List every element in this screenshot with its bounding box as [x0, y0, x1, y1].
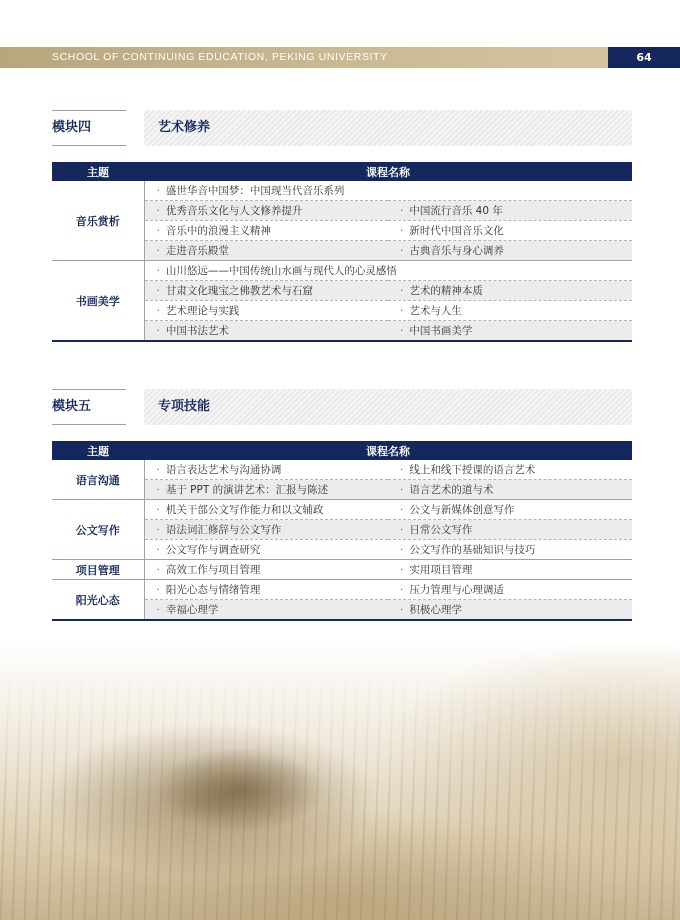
topic-cell: 书画美学	[52, 261, 144, 342]
course-table-module-four	[52, 162, 632, 342]
bullet-dot: ·	[400, 325, 404, 337]
course-cell	[388, 540, 632, 560]
table-row	[52, 500, 632, 520]
module-label: 模块五	[52, 389, 126, 425]
bullet-dot: ·	[400, 504, 404, 516]
course-name: 公文与新媒体创意写作	[409, 504, 515, 516]
course-cell	[144, 281, 388, 301]
course-name: 艺术与人生	[409, 305, 462, 317]
bullet-dot: ·	[156, 604, 160, 616]
course-cell	[144, 181, 632, 201]
bullet-dot: ·	[400, 285, 404, 297]
course-cell	[388, 520, 632, 540]
course-name: 新时代中国音乐文化	[409, 225, 504, 237]
course-cell	[144, 201, 388, 221]
header-topic: 主题	[52, 162, 144, 181]
course-cell	[144, 560, 388, 580]
course-cell	[144, 600, 388, 621]
course-cell	[144, 500, 388, 520]
course-cell	[144, 241, 388, 261]
course-cell	[144, 540, 388, 560]
course-cell	[388, 321, 632, 342]
course-cell	[388, 560, 632, 580]
course-name: 语法词汇修辞与公文写作	[165, 524, 282, 536]
table-row	[52, 261, 632, 281]
table-row	[52, 460, 632, 480]
bullet-dot: ·	[156, 325, 160, 337]
course-name: 中国流行音乐 40 年	[409, 205, 503, 217]
bullet-dot: ·	[156, 544, 160, 556]
course-name: 中国书法艺术	[165, 325, 229, 337]
school-name: SCHOOL OF CONTINUING EDUCATION, PEKING UNIVERSITY	[52, 51, 388, 63]
bullet-dot: ·	[400, 544, 404, 556]
bullet-dot: ·	[400, 524, 404, 536]
bullet-dot: ·	[156, 305, 160, 317]
course-cell	[388, 580, 632, 600]
bullet-dot: ·	[156, 205, 160, 217]
course-name: 公文写作与调查研究	[165, 544, 261, 556]
course-cell	[144, 261, 632, 281]
course-name: 盛世华音中国梦：中国现当代音乐系列	[165, 185, 345, 197]
course-table-module-five	[52, 441, 632, 621]
bullet-dot: ·	[400, 584, 404, 596]
course-cell	[144, 221, 388, 241]
course-cell	[388, 221, 632, 241]
topic-cell: 公文写作	[52, 500, 144, 560]
bullet-dot: ·	[156, 524, 160, 536]
course-cell	[388, 460, 632, 480]
reeds-texture	[0, 640, 680, 920]
course-name: 语言艺术的道与术	[409, 484, 494, 496]
topic-cell: 项目管理	[52, 560, 144, 580]
topic-cell: 阳光心态	[52, 580, 144, 621]
table-row	[52, 560, 632, 580]
course-cell	[388, 600, 632, 621]
bullet-dot: ·	[400, 305, 404, 317]
course-cell	[388, 241, 632, 261]
bullet-dot: ·	[156, 185, 160, 197]
module-title: 艺术修养	[144, 110, 632, 146]
course-name: 机关干部公文写作能力和以文辅政	[165, 504, 324, 516]
course-name: 中国书画美学	[409, 325, 473, 337]
course-name: 线上和线下授课的语言艺术	[409, 464, 536, 476]
course-name: 艺术的精神本质	[409, 285, 483, 297]
header-course-name: 课程名称	[144, 162, 632, 181]
bullet-dot: ·	[156, 564, 160, 576]
module-label: 模块四	[52, 110, 126, 146]
bullet-dot: ·	[156, 504, 160, 516]
bullet-dot: ·	[156, 265, 160, 277]
topic-cell: 音乐赏析	[52, 181, 144, 261]
course-name: 幸福心理学	[165, 604, 219, 616]
course-name: 公文写作的基础知识与技巧	[409, 544, 536, 556]
course-cell	[144, 580, 388, 600]
bullet-dot: ·	[400, 604, 404, 616]
course-name: 高效工作与项目管理	[165, 564, 261, 576]
bullet-dot: ·	[400, 245, 404, 257]
course-name: 古典音乐与身心调养	[409, 245, 504, 257]
course-name: 基于 PPT 的演讲艺术：汇报与陈述	[165, 484, 329, 496]
module-title: 专项技能	[144, 389, 632, 425]
course-name: 优秀音乐文化与人文修养提升	[165, 205, 303, 217]
table-row	[52, 181, 632, 201]
course-name: 语言表达艺术与沟通协调	[165, 464, 282, 476]
table-row	[52, 580, 632, 600]
course-cell	[144, 321, 388, 342]
landscape-photo	[0, 640, 680, 920]
module-five-header	[52, 389, 632, 425]
course-cell	[388, 480, 632, 500]
header-topic: 主题	[52, 441, 144, 460]
bullet-dot: ·	[400, 484, 404, 496]
bullet-dot: ·	[156, 245, 160, 257]
module-four-header	[52, 110, 632, 146]
bullet-dot: ·	[156, 225, 160, 237]
bullet-dot: ·	[400, 564, 404, 576]
course-name: 实用项目管理	[409, 564, 473, 576]
topic-cell: 语言沟通	[52, 460, 144, 500]
course-name: 阳光心态与情绪管理	[165, 584, 261, 596]
bullet-dot: ·	[400, 205, 404, 217]
course-cell	[388, 500, 632, 520]
bullet-dot: ·	[156, 584, 160, 596]
course-cell	[144, 460, 388, 480]
course-name: 走进音乐殿堂	[165, 245, 229, 257]
course-name: 音乐中的浪漫主义精神	[165, 225, 271, 237]
course-cell	[144, 480, 388, 500]
course-cell	[388, 281, 632, 301]
bullet-dot: ·	[400, 464, 404, 476]
bullet-dot: ·	[156, 285, 160, 297]
course-cell	[388, 201, 632, 221]
course-name: 压力管理与心理调适	[409, 584, 504, 596]
header-bar	[0, 47, 680, 68]
bullet-dot: ·	[156, 464, 160, 476]
course-name: 甘肃文化瑰宝之佛教艺术与石窟	[165, 285, 313, 297]
course-name: 积极心理学	[409, 604, 462, 616]
bullet-dot: ·	[156, 484, 160, 496]
course-cell	[144, 301, 388, 321]
course-cell	[144, 520, 388, 540]
course-name: 日常公文写作	[409, 524, 473, 536]
page-number: 64	[608, 47, 680, 68]
course-cell	[388, 301, 632, 321]
course-name: 艺术理论与实践	[165, 305, 240, 317]
header-course-name: 课程名称	[144, 441, 632, 460]
bullet-dot: ·	[400, 225, 404, 237]
course-name: 山川悠远——中国传统山水画与现代人的心灵感悟	[165, 265, 397, 277]
